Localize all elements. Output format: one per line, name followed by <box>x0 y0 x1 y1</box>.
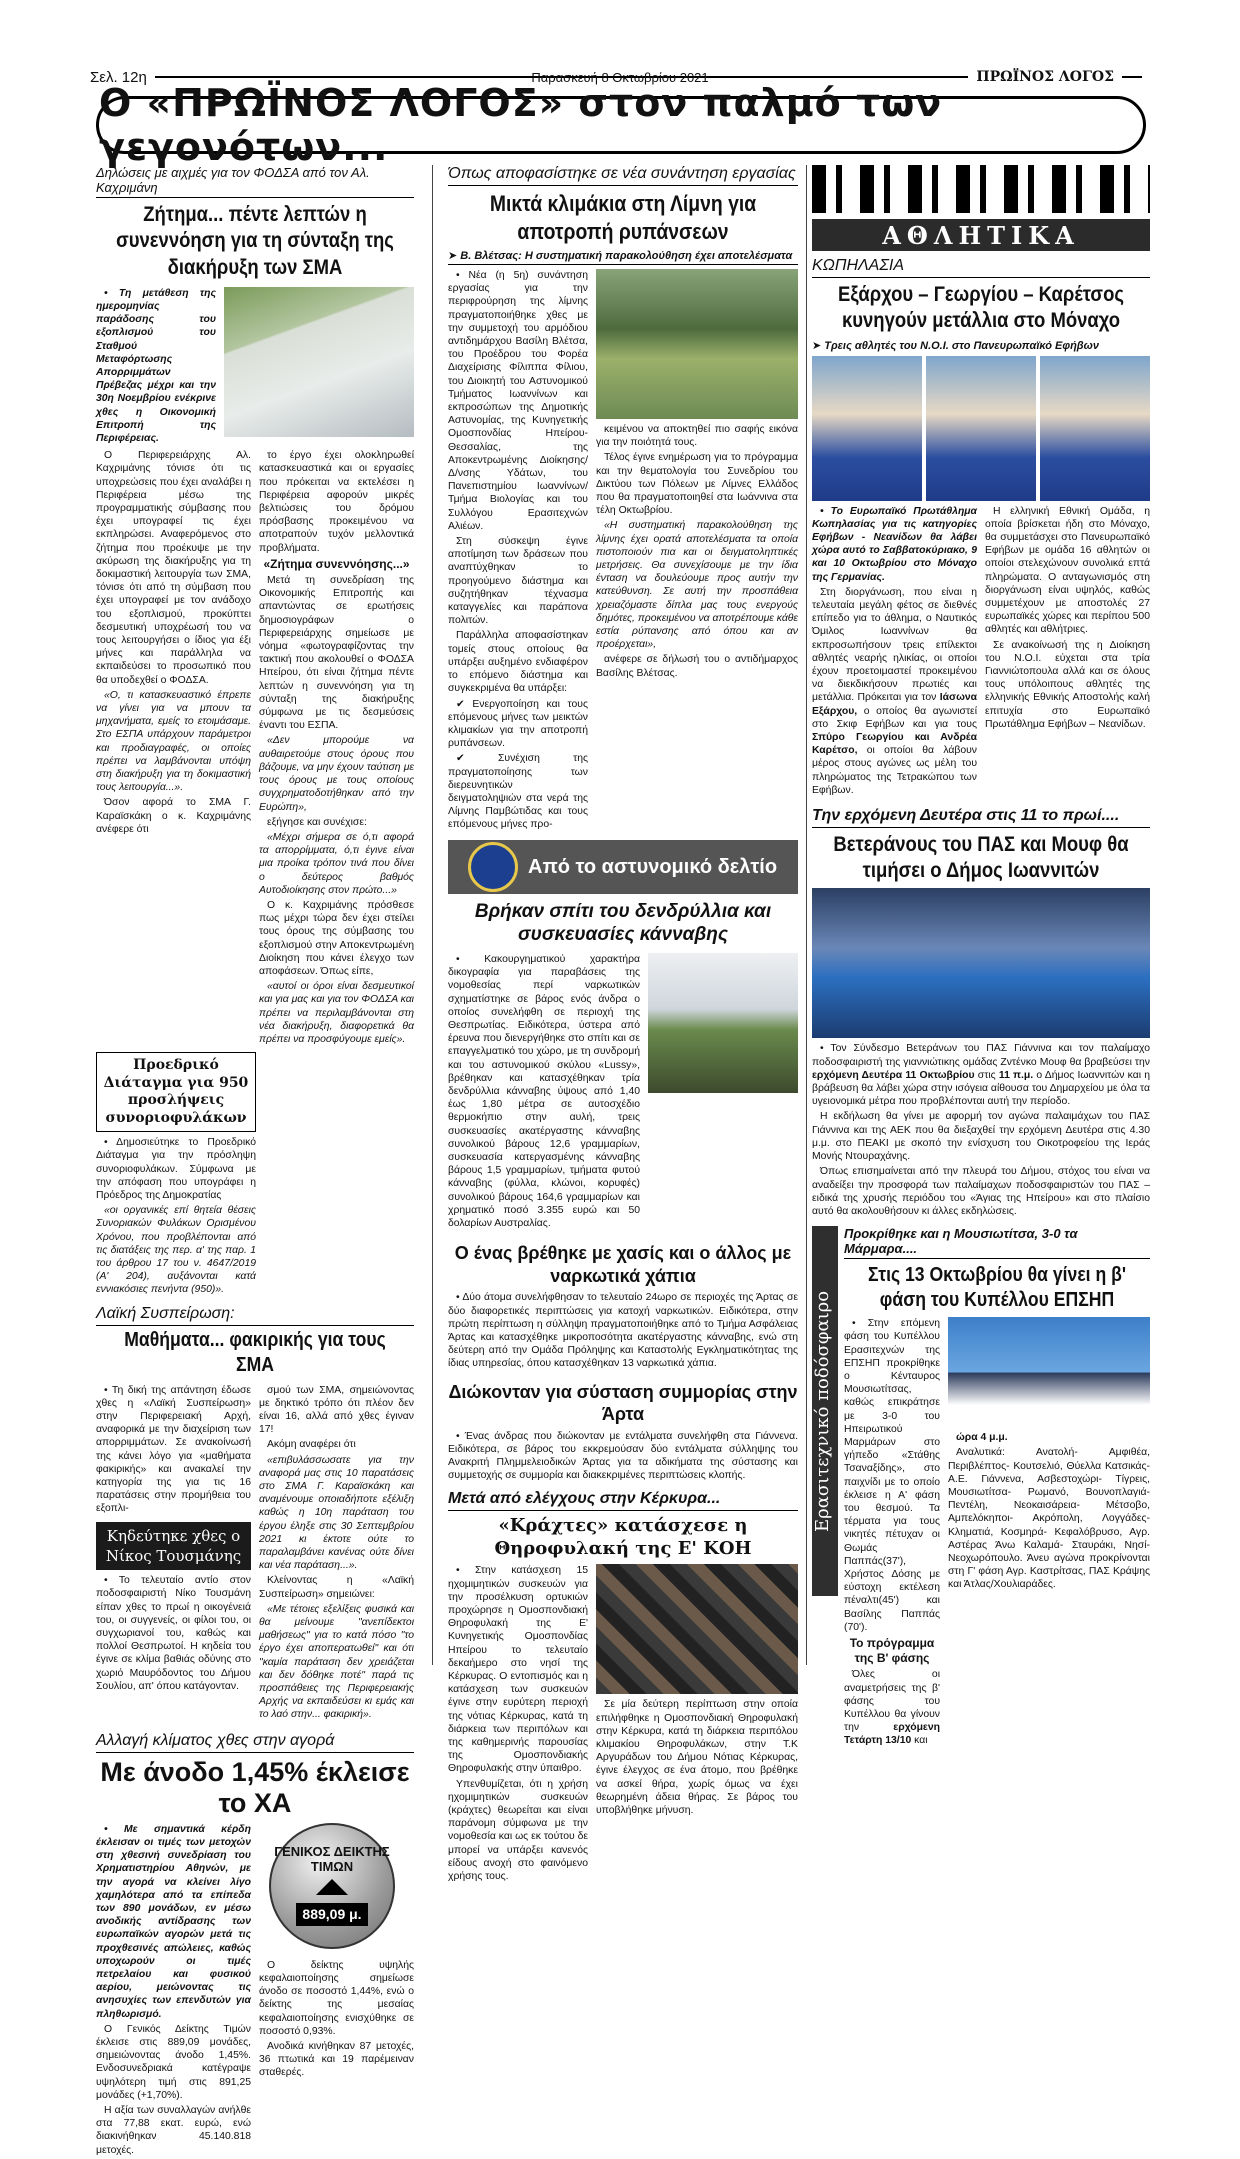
article-paragraph: ✔ Συνέχιση της πραγματοποίησης των διερευνητικών δειγματοληψιών στα νερά της Λίμνης Παμβώτιδας και τους επόμενους μήνες προ- <box>448 753 588 831</box>
column-right <box>812 165 1151 1747</box>
athletes-silhouette-strip <box>812 165 1150 213</box>
article-paragraph: και <box>914 1735 928 1747</box>
index-badge-value: 889,09 μ. <box>296 1903 367 1927</box>
garbage-truck-photo <box>224 287 414 437</box>
article-paragraph: σμού των ΣΜΑ, σημειώνοντας με δηκτικό τρόπο ότι πλέον δεν είναι 16, αλλά από χθες έγιναν 17! <box>259 1384 414 1436</box>
amateur-football-section <box>812 1226 1150 1747</box>
article-title: Μαθήματα... φακιρικής για τους ΣΜΑ <box>124 1328 386 1376</box>
athlete-name: Ιάσωνα Εξάρχου, <box>812 692 978 717</box>
article-paragraph: Σε μία δεύτερη περίπτωση στην οποία επιλήφθηκε η Ομοσπονδιακή Θηροφυλακή στην Κέρκυρα, κατά τη διάρκεια περιπόλου κλιμακίου Θηροφυλάκων, στην Τ.Κ Αργυράδων του Δήμου Νότιας Κέρκυρας, έγινε έλεγχος σε ένα άτομο, που βρέθηκε να ασκεί θήρα, χωρίς όμως να έχει θεωρημένη άδεια θήρας. Σε βάρος του υποβλήθηκε μήνυση. <box>596 1699 798 1816</box>
article-paragraph: • Τη δική της απάντηση έδωσε χθες η «Λαϊκή Συσπείρωση» στην Περιφερειακή Αρχή, αναφορικά με την διαχείριση των απορριμμάτων. Σε ανακοίνωσή της κάνει λόγο για «μαθήματα φακιρικής» και ανακαλεί την κατηγορία της για τις 16 παρατάσεις στην προμήθεια του εξοπλι- <box>96 1384 251 1515</box>
article-title: Βρήκαν σπίτι του δενδρύλλια και συσκευασίες κάνναβης <box>474 900 772 946</box>
article-quote: «Ο, τι κατασκευαστικό έπρεπε να γίνει για να μπουν τα μηχανήματα, εμείς το ετοιμάσαμε. Στο ΕΣΠΑ υπάρχουν παράμετροι και προδιαγραφές, οι οποίες πρέπει να λαμβάνονται υπόψη στη διακήρυξη για τη δοκιμαστική τους λειτουργία...». <box>96 689 251 794</box>
athlete-photo <box>926 356 1036 501</box>
article-paragraph: • Τον Σύνδεσμο Βετεράνων του ΠΑΣ Γιάννινα και τον παλαίμαχο ποδοσφαιριστή της γιαννιώτικης ομάδας Ζντένκο Μουφ θα βραβεύσει την <box>812 1043 1150 1068</box>
article-title: Εξάρχου – Γεωργίου – Καρέτσος κυνηγούν μετάλλια στο Μόναχο <box>838 283 1124 333</box>
article-paragraph: Σε ανακοίνωσή της η Διοίκηση του Ν.Ο.Ι. εύχεται στα τρία Γιαννιώτοπουλα αλλά και σε όλους τους υπόλοιπους αθλητές της ελληνικής Εθνικής Αποστολής καλή επιτυχία στο Ευρωπαϊκό Πρωτάθλημα Εφήβων – Νεανίδων. <box>985 639 1150 730</box>
article-paragraph: το έργο έχει ολοκληρωθεί κατασκευαστικά και οι εργασίες που πρόκειται να εκτελέσει η Περιφέρεια αφορούν μικρές βελτιώσεις του δρόμου πρόσβασης προκειμένου να αποτραπούν τυχόν μελλοντικά προβλήματα. <box>259 450 414 554</box>
article-quote: «Με τέτοιες εξελίξεις φυσικά και θα μείνουμε "ανεπίδεκτοι μαθήσεως" για το κατά πόσο "το έργο έχει αποπερατωθεί" και ότι "καμία παράταση δεν χρειάζεται και δεν δόθηκε ποτέ" παρά τις προσπάθειες της Περιφερειακής Αρχής να εκπαιδεύσει κι εμάς και το λαό στην... φακιρική». <box>259 1603 414 1721</box>
article-kicker: Όπως αποφασίστηκε σε νέα συνάντηση εργασίας <box>448 165 798 186</box>
article-paragraph: Μετά τη συνεδρίαση της Οικονομικής Επιτροπής και απαντώντας σε ερωτήσεις δημοσιογράφων ο Περιφερειάρχης σημείωσε με νόημα «φωτογραφίζοντας την τακτική που ακολουθεί ο ΦΟΔΣΑ Ηπείρου, ότι είναι ζήτημα πέντε λεπτών η συνεννόηση για τη σύνταξη της διακήρυξης σύμφωνα με τις δεσμεύσεις έναντι του ΕΣΠΑ. <box>259 575 414 732</box>
article-kicker: Την ερχόμενη Δευτέρα στις 11 το πρωί.... <box>812 807 1150 828</box>
article-title: Προεδρικό Διάταγμα για 950 προσλήψεις συνοριοφυλάκων <box>96 1052 256 1132</box>
article-title: «Κράχτες» κατάσχεσε η Θηροφυλακή της Ε' ΚΟΗ <box>494 1515 752 1559</box>
event-date: ερχόμενη Τετάρτη 13/10 <box>844 1722 940 1747</box>
football-coach-photo <box>812 888 1150 1038</box>
article-paragraph: Όπως επισημαίνεται από την πλευρά του Δήμου, στόχος του είναι να αναδείξει την προσφορά των παλαίμαχων ποδοσφαιριστών του ΠΑΣ –ειδικά της χρυσής περιόδου του «Άγιας της Ηπείρου» και στο πλαίσιο αυτό θα ακολουθήσουν κι άλλες εκδηλώσεις. <box>812 1166 1150 1217</box>
article-paragraph: κειμένου να αποκτηθεί πιο σαφής εικόνα για την ποιότητά τους. <box>596 424 798 449</box>
article-paragraph: Η αξία των συναλλαγών ανήλθε στα 77,88 εκατ. ευρώ, ενώ διακινήθηκαν 45.140.818 μετοχές. <box>96 2105 251 2156</box>
article-title: Στις 13 Οκτωβρίου θα γίνει η β' φάση του Κυπέλλου ΕΠΣΗΠ <box>867 1264 1127 1312</box>
article-title: Βετεράνους του ΠΑΣ και Μουφ θα τιμήσει ο Δήμος Ιωαννιτών <box>833 832 1129 883</box>
article-title: Διώκονταν για σύσταση συμμορίας στην Άρτα <box>448 1381 798 1425</box>
article-paragraph: ο Δήμος Ιωαννιτών και η βράβευση θα λάβει χώρα στην ισόγεια αίθουσα του Δημαρχείου με όλα τα υγειονομικά μέτρα που προβλέπονται αυτή την περίοδο. <box>812 1069 1151 1108</box>
article-paragraph: Στη σύσκεψη έγινε αποτίμηση των δράσεων που αναπτύχθηκαν το προηγούμενο διάστημα και συζητήθηκαν τέχνασμα καταγγελίες και παράπονα πολιτών. <box>448 536 588 627</box>
stock-index-badge <box>269 1823 395 1949</box>
paper-name: ΠΡΩΪΝΟΣ ΛΟΓΟΣ <box>976 69 1114 85</box>
sports-section-banner: ΑΘΛΗΤΙΚΑ <box>812 219 1150 251</box>
article-paragraph: Παράλληλα αποφασίστηκαν τομείς στους οποίους θα υπάρξει αυξημένο ενδιαφέρον το επόμενο διάστημα και συγκεκριμένα θα υπάρξει: <box>448 630 588 695</box>
article-paragraph: ✔ Ενεργοποίηση και τους επόμενους μήνες των μεικτών κλιμακίων για την αποτροπή ρυπάνσεων. <box>448 698 588 750</box>
article-paragraph: στις <box>977 1069 996 1081</box>
article-kicker: Λαϊκή Συσπείρωση: <box>96 1305 414 1326</box>
article-paragraph: Αναλυτικά: Ανατολή- Αμφιθέα, Περιβλέπτος- Κουτσελιό, Θύελλα Κατσικάς-Α.Ε. Γιάννενα, Ασβεστοχώρι- Τίγρεις, Μουσιωτίτσα- Ρωμανό, Βουνοπλαγιά- Πεντέλη, Νεοκαισάρεια- Μέτσοβο, Αμπελόκηποι- Ακρόπολη, Λογγάδες- Κληματιά, Κοσμηρά- Κεφαλόβρυσο, Αγρ. Αστέρας Άνω Καλαμά- Σταυράκι, Νησί- Νεοχωρόπουλο. Άνευ αγώνα προκρίνονται στη Γ' φάση Αγρ. Καστρίτσας, ΠΑΣ Κράψης και Άτλας/Χουλιαράδες. <box>948 1447 1150 1591</box>
article-paragraph: Όσον αφορά το ΣΜΑ Γ. Καραϊσκάκη ο κ. Καχριμάνης ανέφερε ότι <box>96 797 251 835</box>
athlete-photo <box>1040 356 1150 501</box>
article-paragraph: ο οποίος θα αγωνιστεί στο Σκιφ Εφήβων και για τους <box>812 705 977 730</box>
obituary-title: Κηδεύτηκε χθες ο Νίκος Τουσμάνης <box>96 1522 251 1571</box>
trophies-photo <box>948 1317 1150 1427</box>
article-kicker: Αλλαγή κλίματος χθες στην αγορά <box>96 1732 414 1753</box>
event-time: ώρα 4 μ.μ. <box>956 1432 1008 1444</box>
index-badge-title: ΓΕΝΙΚΟΣ ΔΕΙΚΤΗΣ ΤΙΜΩΝ <box>274 1843 390 1874</box>
article-kicker: Μετά από ελέγχους στην Κέρκυρα... <box>448 1490 798 1511</box>
article-kicker: ΚΩΠΗΛΑΣΙΑ <box>812 257 1150 278</box>
article-paragraph: Ο Περιφερειάρχης Αλ. Καχριμάνης τόνισε ότι τις υποχρεώσεις που έχει αναλάβει η Περιφέρεια μέσω της προγραμματικής σύμβασης που έχει υπογραφεί τις έχει εκπληρώσει. Αναφερόμενος στο ζήτημα που προέκυψε με την ακύρωση της διακήρυξης για τη δοκιμαστική λειτουργία των ΣΜΑ, τόνισε ότι από τη σύμβαση που έχει υπογραφεί με τον ανάδοχο του εξοπλισμού, προκύπτει δεσμευτική υποχρέωσή του να τους λειτουργήσει ο ίδιος για έξι μήνες και παράλληλα να εκπαιδεύσει το προσωπικό που θα υποδεχθεί ο ΦΟΔΣΑ. <box>96 450 251 686</box>
article-kicker: Δηλώσεις με αιχμές για τον ΦΟΔΣΑ από τον Αλ. Καχριμάνη <box>96 165 414 198</box>
article-paragraph: • Στην επόμενη φάση του Κυπέλλου Ερασιτεχνών της ΕΠΣΗΠ προκρίθηκε ο Κένταυρος Μουσιωτίτσας, καθώς επικράτησε με 3-0 του Ηπειρωτικού Μαρμάρων στο γήπεδο «Στάθης Τσαναξίδης», στο παιχνίδι με το οποίο έκλεισε η Α' φάση του θεσμού. Τα τέρματα για τους νικητές πέτυχαν οι Θωμάς Παππάς(37'), Χρήστος Δόσης με εύστοχη εκτέλεση πέναλτι(45') και Βασίλης Παππάς (70'). <box>844 1318 940 1633</box>
police-report-banner <box>448 840 798 894</box>
article-paragraph: εξήγησε και συνέχισε: <box>267 816 367 828</box>
article-subheading: Το πρόγραμμα της Β' φάσης <box>849 1635 935 1666</box>
header-rule-right <box>1122 76 1142 78</box>
lake-photo <box>596 269 798 419</box>
article-paragraph: Υπενθυμίζεται, ότι η χρήση ηχομιμητικών συσκευών (κράχτες) θεωρείται και είναι παράνομη σύμφωνα με την νομοθεσία και ως εκ τούτου δε μπορεί να υπάρξει κανενός είδους ανοχή στο φαινόμενο χρήσης τους. <box>448 1778 588 1882</box>
article-title: Με άνοδο 1,45% έκλεισε το ΧΑ <box>100 1756 410 1818</box>
article-paragraph: Ανοδικά κινήθηκαν 87 μετοχές, 36 πτωτικά και 19 παρέμειναν σταθερές. <box>259 2040 414 2079</box>
column-divider <box>432 165 433 1665</box>
article-subtitle: ➤ Β. Βλέτσας: Η συστηματική παρακολούθηση έχει αποτελέσματα <box>448 249 798 265</box>
article-quote: «Η συστηματική παρακολούθηση της λίμνης έχει ορατά αποτελέσματα τα οποία πιστοποιούν πια και οι δειγματοληπτικές μετρήσεις. Θα συνεχίσουμε με την ίδια ένταση να δουλεύουμε προς αυτήν την κατεύθυνση. Σε αυτή την προσπάθεια χρειαζόμαστε δίπλα μας τους ενεργούς δημότες, προκειμένου να αποτρέπουμε κάθε εστία ρύπανσης από όπου και αν προέρχεται», <box>596 520 798 651</box>
article-quote: «αυτοί οι όροι είναι δεσμευτικοί και για μας και για τον ΦΟΔΣΑ και πρέπει να περιλαμβάνονται στη νέα διακήρυξη, διαφορετικά θα πρέπει να προσφύγουμε εμείς». <box>259 981 414 1045</box>
article-lead: • Με σημαντικά κέρδη έκλεισαν οι τιμές των μετοχών στη χθεσινή συνεδρίαση του Χρηματιστηρίου Αθηνών, με την αγορά να κλείνει λίγο χαμηλότερα από τα επίπεδα των 890 μονάδων, εν μέσω ανοδικής αντίδρασης των ευρωπαϊκών αγορών μετά τις προχθεσινές απώλειες, καθώς υποχωρούν οι τιμές πετρελαίου και φυσικού αερίου, μειώνοντας τις ανησυχίες των επενδυτών για πληθωρισμό. <box>96 1823 251 2020</box>
seized-devices-photo <box>596 1564 798 1694</box>
athlete-name: Σπύρο Γεωργίου και Ανδρέα Καρέτσο, <box>812 731 977 757</box>
athlete-photo <box>812 356 922 501</box>
column-divider <box>806 165 807 1665</box>
article-paragraph: οι οποίοι θα λάβουν μέρος στους αγώνες ως μέλη του πληρώματος της Τετρακώπου των Εφήβων. <box>812 745 978 796</box>
cannabis-seizure-photo <box>648 953 798 1093</box>
article-title: Ζήτημα... πέντε λεπτών η συνεννόηση για τη σύνταξη της διακήρυξη των ΣΜΑ <box>116 203 394 279</box>
article-lead: • Τη μετάθεση της ημερομηνίας παράδοσης του εξοπλισμού του Σταθμού Μεταφόρτωσης Απορριμμάτων Πρέβεζας μέχρι και την 30η Νοεμβρίου ενέκρινε χθες η Οικονομική Επιτροπή της Περιφέρειας. <box>96 287 216 444</box>
police-seal-icon <box>468 842 518 892</box>
article-paragraph: Όλες οι αναμετρήσεις της β' φάσης του Κυπέλλου θα γίνουν την <box>844 1669 940 1734</box>
article-title: Ο ένας βρέθηκε με χασίς και ο άλλος με ναρκωτικά χάπια <box>454 1243 792 1286</box>
article-quote: «Μέχρι σήμερα σε ό,τι αφορά τα απορρίμματα, ό,τι έγινε είναι μια προίκα τρόπον τινά που δίνει ο δεύτερος βαθμός Αυτοδιοίκησης στον πρώτο...» <box>259 831 414 896</box>
article-paragraph: Η ελληνική Εθνική Ομάδα, η οποία βρίσκεται ήδη στο Μόναχο, θα συμμετάσχει στο Πανευρωπαϊκό Εφήβων με ομάδα 16 αθλητών οι οποίοι στελεχώνουν συνολικά επτά πληρώματα. Ο ανταγωνισμός στη διοργάνωση είναι υψηλός, καθώς συμμετέχουν με αποστολές 27 ευρωπαϊκές χώρες και περίπου 500 αθλητές και αθλήτριες. <box>985 505 1150 636</box>
article-subtitle: ➤ Τρεις αθλητές του Ν.Ο.Ι. στο Πανευρωπαϊκό Εφήβων <box>812 339 1099 352</box>
article-paragraph: • Δημοσιεύτηκε το Προεδρικό Διάταγμα για την πρόσληψη συνοριοφυλάκων. Σύμφωνα με την απόφαση που υπογράφει η Πρόεδρος της Δημοκρατίας <box>96 1137 256 1201</box>
article-title: Μικτά κλιμάκια στη Λίμνη για αποτροπή ρυπάνσεων <box>489 191 757 244</box>
event-time: 11 π.μ. <box>998 1069 1034 1081</box>
article-paragraph: • Στην κατάσχεση 15 ηχομιμητικών συσκευών για την προσέλκυση ορτυκιών προχώρησε η Ομοσπονδιακή Θηροφυλακή της Ε' Κυνηγετικής Ομοσπονδίας Ηπείρου το τελευταίο δεκαήμερο στο νησί της Κέρκυρας. Ο εντοπισμός και η κατάσχεση των συσκευών έγινε στην ευρύτερη περιοχή της νότιας Κέρκυρας, κατά τη διάρκεια των περιπόλων και της καθημερινής παρουσίας της Ομοσπονδιακής Θηροφυλακής στην ύπαιθρο. <box>448 1565 588 1775</box>
article-paragraph: • Το τελευταίο αντίο στον ποδοσφαιριστή Νίκο Τουσμάνη είπαν χθες το πρωί η οικογένειά του, οι συγγενείς, οι φίλοι του, οι συγχωριανοί του, καθώς και πολλοί Θεσπρωτοί. Η κηδεία του έγινε σε κλίμα βαθιάς οδύνης στο χωριό Μαυρόδοντος του Δήμου Σουλίου, απ' όπου κατάγονταν. <box>96 1575 251 1692</box>
column-left <box>96 165 414 2159</box>
article-lead: • Το Ευρωπαϊκό Πρωτάθλημα Κωπηλασίας για τις κατηγορίες Εφήβων - Νεανίδων θα λάβει χώρα αυτό το Σαββατοκύριακο, 9 και 10 Οκτωβρίου στο Μόναχο της Γερμανίας. <box>812 505 977 583</box>
event-date: ερχόμενη Δευτέρα 11 Οκτωβρίου <box>812 1069 975 1081</box>
article-quote: «οι οργανικές επί θητεία θέσεις Συνοριακών Φυλάκων Ορισμένου Χρόνου, που προβλέπονται από τις διατάξεις της περ. α' της παρ. 1 του άρθρου 17 του ν. 4647/2019 (Α' 204), αυξάνονται κατά εννιακόσιες πενήντα (950)». <box>96 1205 256 1296</box>
header-rule <box>155 76 969 78</box>
article-kicker: Προκρίθηκε και η Μουσιωτίτσα, 3-0 τα Μάρμαρα.... <box>844 1226 1150 1259</box>
article-paragraph: Ο δείκτης υψηλής κεφαλαιοποίησης σημείωσε άνοδο σε ποσοστό 1,44%, ενώ ο δείκτης της μεσαίας κεφαλαιοποίησης ενισχύθηκε σε ποσοστό 0,93%. <box>259 1959 414 2037</box>
page-number: Σελ. 12η <box>90 68 147 86</box>
section-side-label: Ερασιτεχνικό ποδόσφαιρο <box>812 1226 838 1596</box>
page-date: Παρασκευή 8 Οκτωβρίου 2021 <box>531 69 709 85</box>
article-quote: «επιβυλάσσωσατε για την αναφορά μας στις 10 παρατάσεις στο ΣΜΑ Γ. Καραϊσκάκη και αναμένουμε οποιαδήποτε εξέλιξη καθώς η 10η παράταση του έργου έληξε στις 30 Σεπτεμβρίου 2021 κι έκτοτε ούτε το παραλαμβάνει κανένας ούτε δίνει και νέα παράταση...». <box>259 1454 414 1572</box>
page-banner: Ο «ΠΡΩΪΝΟΣ ΛΟΓΟΣ» στον παλμό των γεγονότων... <box>96 96 1146 154</box>
article-paragraph: Κλείνοντας η «Λαϊκή Συσπείρωση» σημειώνει: <box>259 1575 414 1600</box>
article-paragraph: Η εκδήλωση θα γίνει με αφορμή τον αγώνα παλαιμάχων του ΠΑΣ Γιάννινα και της ΑΕΚ που θα διεξαχθεί την ερχόμενη Δευτέρα στις 4.30 μ.μ. στο ΠΕΑΚΙ με σκοπό την ενίσχυση του Οικοτροφείου της Ιεράς Μονής Ντουραχάνης. <box>812 1111 1150 1163</box>
article-paragraph: Ο Γενικός Δείκτης Τιμών έκλεισε στις 889,09 μονάδες, σημειώνοντας άνοδο 1,45%. Ενδοσυνεδριακά κατέγραψε υψηλότερη τιμή στις 891,25 μονάδες (+1,70%). <box>96 2023 251 2101</box>
article-paragraph: • Νέα (η 5η) συνάντηση εργασίας για την περιφρούρηση της λίμνης πραγματοποιήθηκε χθες με την συμμετοχή του αρμόδιου αντιδημάρχου Βασίλη Βλέτσα, του Προέδρου του Φορέα Διαχείρισης Φίλιππα Φίλιου, του Διοικητή του Αστυνομικού Τμήματος Ιωαννίνων και εκπροσώπων της Δημοτικής Αστυνομίας, της Κυνηγετικής Ομοσπονδίας Ηπείρου-Θεσσαλίας, της Αποκεντρωμένης Διοίκησης/Δ/νσης Υδάτων, του Πανεπιστημίου Ιωαννίνων/Τμήμα Βιολογίας και του Συλλόγου Ερασιτεχνών Αλιέων. <box>448 270 588 532</box>
article-paragraph: • Δύο άτομα συνελήφθησαν το τελευταίο 24ωρο σε περιοχές της Άρτας σε δύο διαφορετικές περιπτώσεις για κατοχή ναρκωτικών. Ειδικότερα, στην πρώτη περίπτωση η σύλληψη πραγματοποιήθηκε από το Τμήμα Ασφάλειας Άρτας και κατασχέθηκε μικροποσότητα ακατέργαστης κάνναβης, ενώ στη δεύτερη από την Ομάδα Πρόληψης και Καταστολής Εγκληματικότητας της ίδιας υπηρεσίας, όπου κατασχέθηκαν 13 ναρκωτικά χάπια. <box>448 1292 798 1370</box>
article-paragraph: Ο κ. Καχριμάνης πρόσθεσε πως μέχρι τώρα δεν έχει στείλει τους όρους της σύμβασης του εξοπλισμού στην Αποκεντρωμένη Διοίκηση που κάνει έλεγχο των αποφάσεων. Όπως είπε, <box>259 899 414 977</box>
police-report-title: Από το αστυνομικό δελτίο <box>528 855 778 878</box>
column-middle <box>448 165 798 1885</box>
article-subheading: «Ζήτημα συνεννόησης...» <box>263 556 410 571</box>
article-paragraph: • Κακουργηματικού χαρακτήρα δικογραφία για παραβάσεις της νομοθεσίας περί ναρκωτικών σχηματίστηκε σε βάρος ενός άνδρα ο οποίος συνελήφθη σε περιοχή της Θεσπρωτίας. Ειδικότερα, ύστερα από έρευνα που διενεργήθηκε στο σπίτι και σε επαγγελματικό του χώρο, με τη συνδρομή και του αστυνομικού σκύλου «Lussy», βρέθηκαν και κατασχέθηκαν τρία δενδρύλλια κάνναβης ύψους από 1,40 έως 1,80 μέτρα σε αυτοσχέδιο θερμοκήπιο στην αυλή, τρεις συσκευασίες ακατέργαστης κάνναβης συνολικού βάρους 12,6 γραμμαρίων, συσκευασία κατεργασμένης κάνναβης βάρους 1,5 γραμμαρίων, τμήματα φυτού κάνναβης (φύλλα, κλώνοι, κορυφές) συνολικού βάρους 164,6 γραμμαρίων και χρηματικό ποσό 3.355 ευρώ και 50 δολαρίων Αυστραλίας. <box>448 954 640 1230</box>
article-paragraph: ανέφερε σε δήλωσή του ο αντιδήμαρχος Βασίλης Βλέτσας. <box>596 654 798 679</box>
article-paragraph: Ακόμη αναφέρει ότι <box>267 1439 356 1451</box>
article-paragraph: Στη διοργάνωση, που είναι η τελευταία μεγάλη φέτος σε διεθνές επίπεδο για το άθλημα, ο Ναυτικός Όμιλος Ιωαννίνων θα εκπροσωπήσουν τρεις επίλεκτοι αθλητές νεαρής ηλικίας, οι οποίοι έχουν προετοιμαστεί προκειμένου να διεκδικήσουν πρωτιές και μετάλλια. Πρόκειται για τον <box>812 586 977 704</box>
up-arrow-icon <box>316 1879 348 1895</box>
article-paragraph: Τέλος έγινε ενημέρωση για το πρόγραμμα και την θεματολογία του Συνεδρίου του Δικτύου των Πόλεων με Λίμνες Ελλάδος που θα πραγματοποιηθεί στα Ιωάννινα στα τέλη Οκτωβρίου. <box>596 452 798 517</box>
article-paragraph: • Ένας άνδρας που διώκονταν με εντάλματα συνελήφθη στα Γιάννενα. Ειδικότερα, σε βάρος του εκκρεμούσαν δύο εντάλματα σύλληψης του Ανακριτή Πλημμελειοδικών Άρτας για τα αδικήματα της σύστασης και συμμετοχής σε συμμορία και διακεκριμένες περιπτώσεις κλοπής. <box>448 1430 798 1482</box>
article-quote: «Δεν μπορούμε να αυθαιρετούμε στους όρους που βάζουμε, να μην έχουν ταύτιση με τους όρους με τους οποίους συγχρηματοδοτήθηκαν από την Ευρώπη», <box>259 735 414 813</box>
